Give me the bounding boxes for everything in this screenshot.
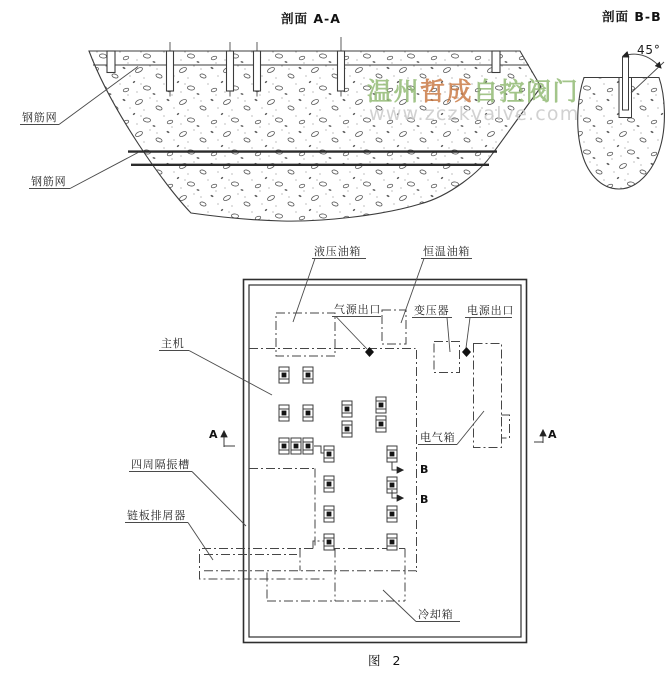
section-bb [578,9,665,189]
mark-b-lower-label: B [420,493,429,506]
label-electrical-box [418,411,484,445]
plan-inner-wall [249,285,521,637]
mark-a-right-label: A [548,428,557,441]
rebar-mesh-1-label: 钢筋网 [22,111,58,124]
thermostatic-tank-label: 恒温油箱 [423,245,471,258]
section-mark-a-right [534,428,557,443]
transformer-outline [434,342,460,373]
hydraulic-tank-outline [276,313,335,356]
transformer-label: 变压器 [414,304,450,317]
electrical-box-notch [502,415,510,438]
watermark-brand: 温州哲成自控阀门 [367,77,580,106]
label-air-outlet [332,302,381,349]
anchor-bolts-plan [279,367,397,550]
electrical-box-outline [474,344,502,448]
section-mark-a-left [209,428,235,447]
air-outlet-label: 气源出口 [334,303,382,316]
power-outlet-label: 电源出口 [467,304,515,317]
rebar-mesh-2-label: 钢筋网 [31,175,67,188]
plan-outer-wall [244,280,527,643]
bolt-connector [314,446,324,453]
figure-caption: 图 2 [368,653,405,668]
chip-conveyor-outline [200,541,417,579]
section-aa-title: 剖面 A-A [281,11,341,26]
mark-a-left-label: A [209,428,218,441]
angle-45-label: 45° [637,43,661,57]
watermark-url: www.zczkvalve.com [369,103,580,125]
thermostatic-tank-outline [382,310,406,344]
power-outlet-point [462,347,471,357]
cooling-box-outline [267,549,405,602]
section-bb-title: 剖面 B-B [602,9,662,24]
label-cooling-box [383,590,460,622]
label-transformer [412,303,452,352]
label-main-machine [159,336,272,395]
section-mark-b-upper [392,462,428,476]
hydraulic-tank-label: 液压油箱 [314,245,362,258]
chip-conveyor-label: 链板排屑器 [127,509,186,522]
label-rebar-mesh-2 [29,152,139,189]
electrical-box-label: 电气箱 [420,431,456,444]
isolation-trench-label: 四周隔振槽 [131,458,190,471]
label-power-outlet [465,303,514,348]
anchor-bolt-bb [623,57,629,110]
cooling-box-label: 冷却箱 [418,608,454,621]
label-chip-conveyor [125,508,213,560]
plan-view [125,244,557,668]
watermark [367,77,579,125]
mark-b-upper-label: B [420,463,429,476]
main-machine-label: 主机 [161,337,185,350]
